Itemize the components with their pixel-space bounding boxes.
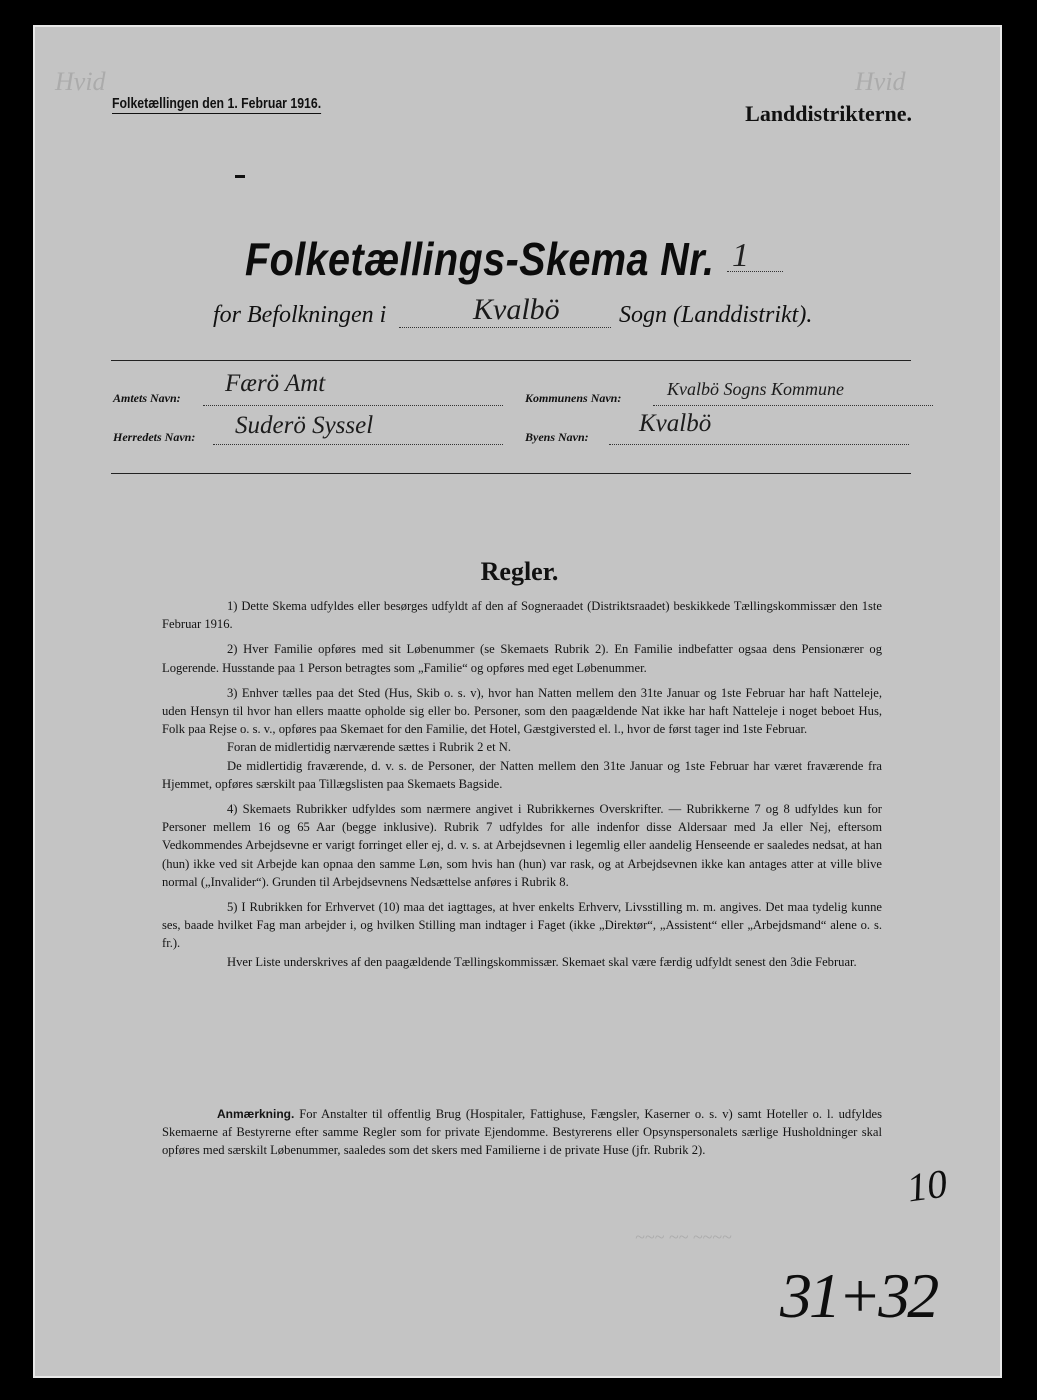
bleed-through-lower: ~~~ ~~ ~~~~ [635, 1227, 732, 1247]
rule-5: 5) I Rubrikken for Erhvervet (10) maa det iagttages, at hver enkelts Erhverv, Livsstilling m. m. angives. Det maa tydelig kunne ses, baade hvilket Fag man arbejder i, og hvilken Stilling man indtager i Faget (ikke „Direktør“, „Assistent“ eller „Arbejdsmand“ alene o. s. fr.). [162, 900, 882, 951]
divider-top [111, 360, 911, 361]
rule-5-signature: Hver Liste underskrives af den paagældende Tællingskommissær. Skemaet skal være færdig udfyldt senest den 3die Februar. [227, 954, 857, 969]
amt-label: Amtets Navn: [113, 391, 181, 405]
form-title: Folketællings-Skema Nr. [245, 233, 715, 285]
rule-1: 1) Dette Skema udfyldes eller besørges udfyldt af den af Sogneraadet (Distriktsraadet) beskikkede Tællingskommissær den 1ste Februar 1916. [162, 599, 882, 632]
bleed-through-text: Hvid [55, 67, 106, 96]
parish-handwritten: Kvalbö [473, 293, 560, 326]
census-form-sheet [33, 25, 1002, 1378]
rule-2: 2) Hver Familie opføres med sit Løbenummer (se Skemaets Rubrik 2). En Familie indbefatter ogsaa dens Pensionærer og Logerende. Husstande paa 1 Person betragtes som „Familie“ og opføres med eget Løbenummer. [162, 642, 882, 675]
remark-lead: Anmærkning. [217, 1107, 295, 1121]
by-value-handwritten: Kvalbö [639, 410, 712, 437]
amt-value-handwritten: Færö Amt [225, 370, 326, 397]
form-number-line [727, 271, 783, 272]
herred-value-handwritten: Suderö Syssel [235, 412, 374, 439]
form-number-handwritten: 1 [732, 237, 749, 274]
page-count-handwritten: 10 [904, 1160, 950, 1211]
kommune-value-handwritten: Kvalbö Sogns Kommune [667, 379, 844, 399]
by-fill-line [609, 444, 909, 445]
rule-3: 3) Enhver tælles paa det Sted (Hus, Skib o. s. v), hvor han Natten mellem den 31te Januar og 1ste Februar har haft Natteleje, uden Hensyn til hvor han ellers maatte opholde sig eller bo. Personer, som den paagældende Nat ikke har haft Natteleje i noget beboet Hus, Folk paa Rejse o. s. v., opføres paa Skemaet for den Familie, det Hotel, Gæstgiversted el. l., hvor de først tager ind 1ste Februar. [162, 685, 882, 737]
kommune-fill-line [653, 405, 933, 406]
rule-3-absent: De midlertidig fraværende, d. v. s. de Personer, der Natten mellem den 31te Januar og 1ste Februar har været fraværende fra Hjemmet, opføres særskilt paa Tillægslisten paa Skemaets Bagside. [162, 758, 882, 791]
remark-block [162, 1105, 882, 1160]
for-population-label: for Befolkningen i [213, 302, 387, 328]
remark-text: For Anstalter til offentlig Brug (Hospitaler, Fattighuse, Fængsler, Kaserner o. s. v) samt Hoteller o. l. udfyldes Skemaerne af Bestyrerne efter samme Regler som for private Ejendomme. Bestyrerens eller Opsynspersonalets særlige Husholdninger skal opføres med særskilt Løbenummer, saaledes som det skers med Familierne i de private Huse (jfr. Rubrik 2). [162, 1107, 882, 1158]
dash-mark [235, 175, 245, 178]
kommune-label: Kommunens Navn: [525, 391, 622, 405]
amt-fill-line [203, 405, 503, 406]
rules-body [162, 597, 882, 978]
rule-4: 4) Skemaets Rubrikker udfyldes som nærmere angivet i Rubrikkernes Overskrifter. — Rubrikkerne 7 og 8 udfyldes kun for Personer mellem 16 og 65 Aar (begge inklusive). Rubrik 7 udfyldes for alle indenfor disse Aldersaar med Ja eller Nej, eftersom Vedkommendes Arbejdsevne er varigt forringet eller ej, d. v. s. at Arbejdsevnen i legemlig eller aandelig Henseende er saaledes nedsat, at han (hun) ikke ved sit Arbejde kan opnaa den samme Løn, som hvis han (hun) var rask, og at Arbejdsevnen ikke kan antages atter at ville blive normal („Invalider“). Grunden til Arbejdsevnens Nedsættelse anføres i Rubrik 8. [162, 802, 882, 889]
sogn-label: Sogn (Landdistrikt). [619, 302, 813, 328]
rules-heading: Regler. [480, 557, 559, 586]
rule-3-present: Foran de midlertidig nærværende sættes i Rubrik 2 et N. [227, 740, 512, 755]
by-label: Byens Navn: [525, 430, 589, 444]
herred-fill-line [213, 444, 503, 445]
bleed-through-text-right: Hvid [855, 67, 906, 96]
folio-handwritten: 31+32 [780, 1260, 937, 1331]
census-date-header: Folketællingen den 1. Februar 1916. [112, 95, 322, 112]
parish-fill-line [399, 327, 611, 328]
herred-label: Herredets Navn: [113, 430, 196, 444]
divider-bottom [111, 473, 911, 474]
district-type-header: Landdistrikterne. [745, 101, 912, 126]
